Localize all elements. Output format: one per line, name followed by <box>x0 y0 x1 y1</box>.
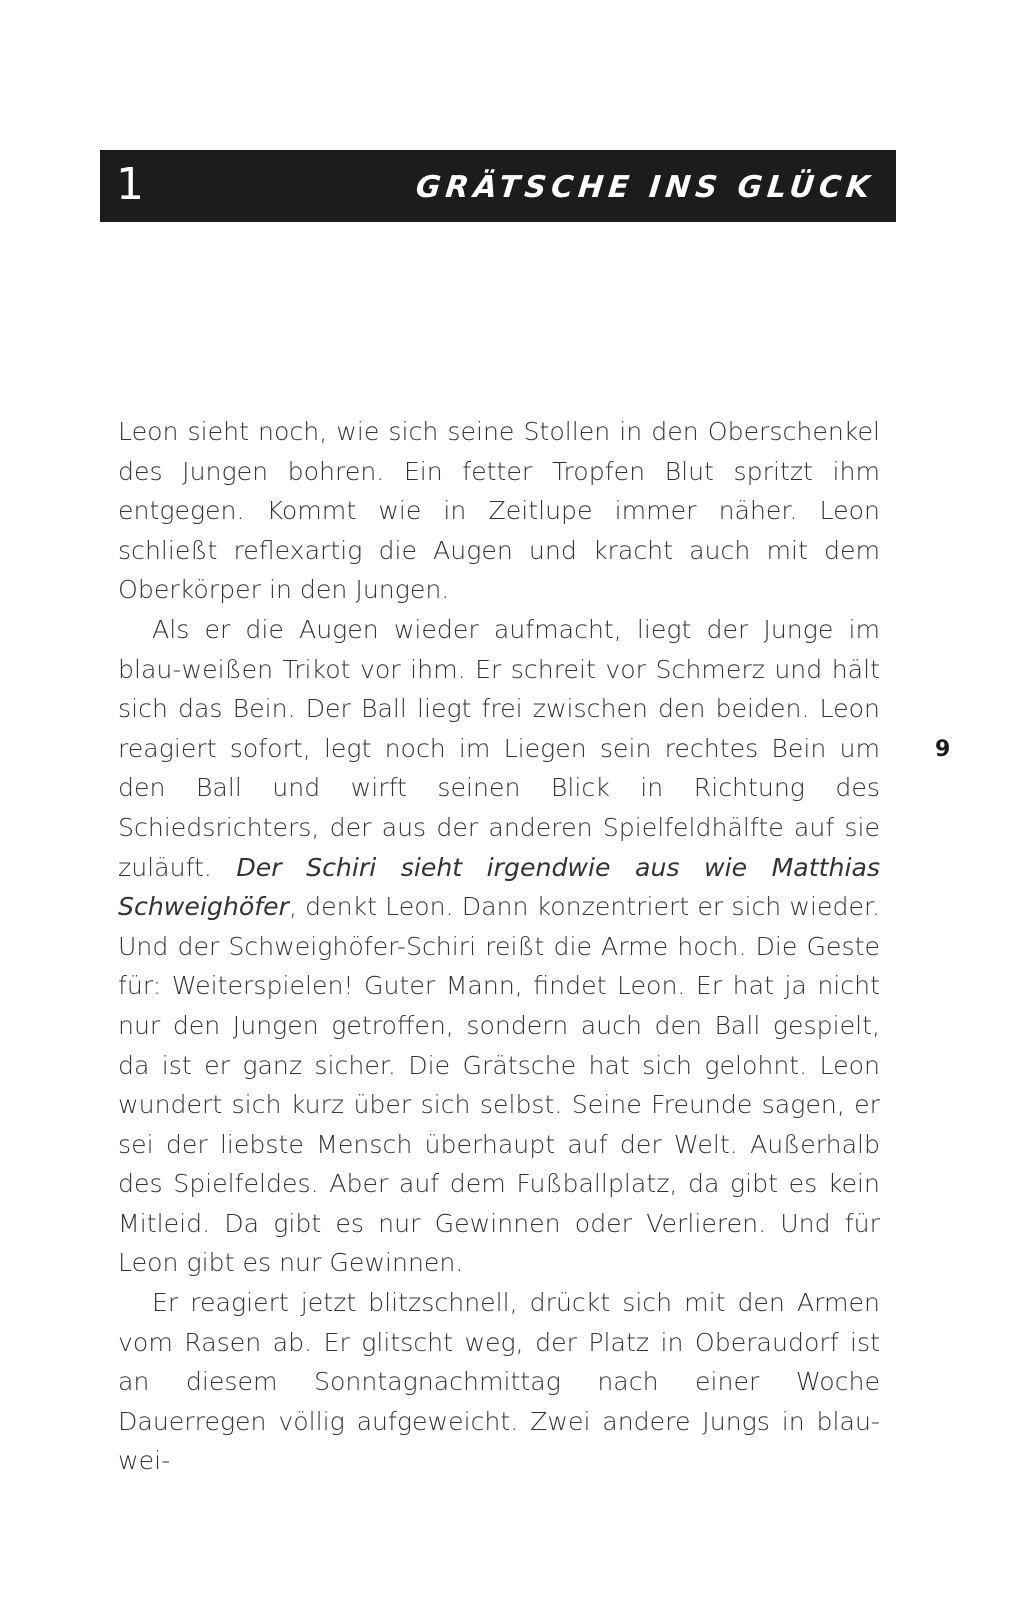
paragraph-text: , denkt Leon. Dann konzentriert er sich wieder. Und der Schweighöfer-Schiri reißt die Arme hoch. Die Geste für: Weiterspielen! Guter Mann, findet Leon. Er hat ja nicht nur den Jungen getroffen, sondern auch den Ball gespielt, da ist er ganz sicher. Die Grätsche hat sich gelohnt. Leon wundert sich kurz über sich selbst. Seine Freunde sagen, er sei der liebste Mensch überhaupt auf der Welt. Außerhalb des Spielfeldes. Aber auf dem Fußballplatz, da gibt es kein Mitleid. Da gibt es nur Gewinnen oder Verlieren. Und für Leon gibt es nur Gewinnen. <box>118 892 880 1278</box>
page-number: 9 <box>935 737 951 762</box>
paragraph-2 <box>118 610 880 1283</box>
paragraph-text: Er reagiert jetzt blitzschnell, drückt sich mit den Armen vom Rasen ab. Er glitscht weg, der Platz in Oberaudorf ist an diesem Sonntagnachmittag nach einer Woche Dauerregen völlig aufgeweicht. Zwei andere Jungs in blau-wei- <box>118 1288 880 1476</box>
paragraph-text: Leon sieht noch, wie sich seine Stollen in den Oberschenkel des Jungen bohren. Ein fetter Tropfen Blut spritzt ihm entgegen. Kommt wie in Zeitlupe immer näher. Leon schließt reflexartig die Augen und kracht auch mit dem Oberkörper in den Jungen. <box>118 417 880 605</box>
chapter-header-bar <box>100 150 896 222</box>
italic-thought: Der Schiri sieht irgendwie aus wie Matthias Schweighöfer <box>118 852 881 922</box>
paragraph-3 <box>118 1283 880 1481</box>
paragraph-text: Als er die Augen wieder aufmacht, liegt der Junge im blau-weißen Trikot vor ihm. Er schreit vor Schmerz und hält sich das Bein. Der Ball liegt frei zwischen den beiden. Leon reagiert sofort, legt noch im Liegen sein rechtes Bein um den Ball und wirft seinen Blick in Richtung des Schiedsrichters, der aus der anderen Spielfeldhälfte auf sie zuläuft. <box>118 614 880 882</box>
body-text <box>118 412 880 1481</box>
chapter-title: GRÄTSCHE INS GLÜCK <box>413 170 876 205</box>
chapter-number: 1 <box>116 159 144 210</box>
paragraph-1 <box>118 412 880 610</box>
